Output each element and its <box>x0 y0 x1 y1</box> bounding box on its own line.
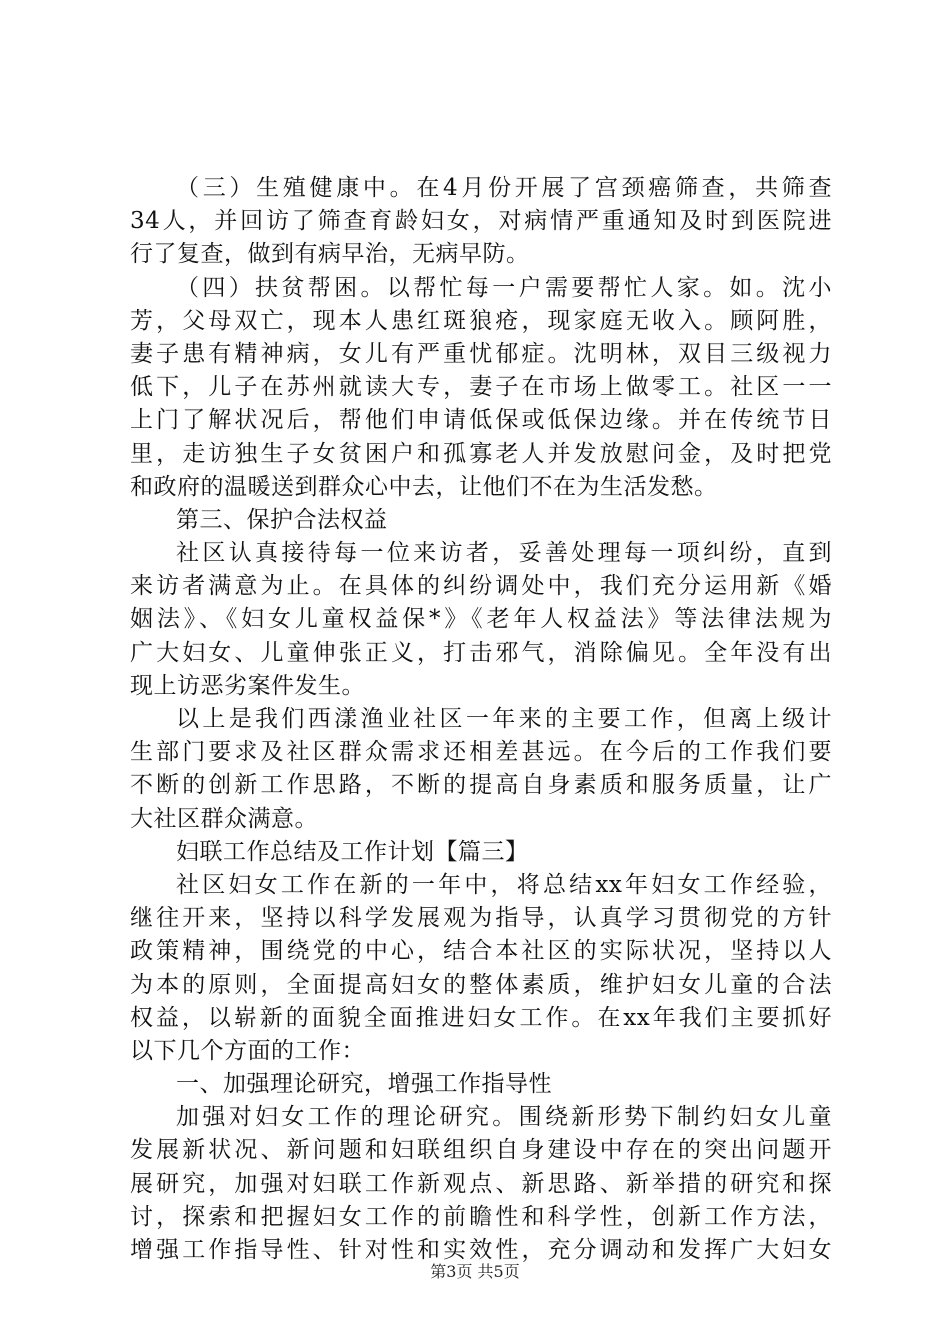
text-line: 里，走访独生子女贫困户和孤寡老人并发放慰问金，及时把党 <box>130 440 832 467</box>
text-line: 一、加强理论研究，增强工作指导性 <box>176 1071 552 1098</box>
text-line: 第三、保护合法权益 <box>176 506 388 533</box>
text-line: 妻子患有精神病，女儿有严重忧郁症。沈明林，双目三级视力 <box>130 340 832 367</box>
text-line: 继往开来，坚持以科学发展观为指导，认真学习贯彻党的方针 <box>130 905 832 932</box>
text-line: 以下几个方面的工作： <box>130 1037 365 1064</box>
text-line: 社区认真接待每一位来访者，妥善处理每一项纠纷，直到 <box>176 540 832 567</box>
text-line: 大社区群众满意。 <box>130 805 318 832</box>
text-line: 政策精神，围绕党的中心，结合本社区的实际状况，坚持以人 <box>130 938 832 965</box>
text-line: 和政府的温暖送到群众心中去，让他们不在为生活发愁。 <box>130 473 718 500</box>
text-line: 以上是我们西漾渔业社区一年来的主要工作，但离上级计 <box>176 706 832 732</box>
text-line: 现上访恶劣案件发生。 <box>130 672 365 699</box>
text-line: 社区妇女工作在新的一年中，将总结xx年妇女工作经验， <box>176 871 832 898</box>
text-line: 妇联工作总结及工作计划【篇三】 <box>176 838 529 865</box>
text-line: 行了复查，做到有病早治，无病早防。 <box>130 241 530 268</box>
text-line: 姻法》、《妇女儿童权益保*》《老年人权益法》等法律法规为 <box>130 606 832 633</box>
text-line: 为本的原则，全面提高妇女的整体素质，维护妇女儿童的合法 <box>130 971 832 998</box>
text-line: 上门了解状况后，帮他们申请低保或低保边缘。并在传统节日 <box>130 407 832 434</box>
text-line: 34人，并回访了筛查育龄妇女，对病情严重通知及时到医院进 <box>130 208 832 235</box>
text-line: 不断的创新工作思路，不断的提高自身素质和服务质量，让广 <box>130 772 832 799</box>
text-line: 权益，以崭新的面貌全面推进妇女工作。在xx年我们主要抓好 <box>130 1004 832 1031</box>
text-line: 讨，探索和把握妇女工作的前瞻性和科学性，创新工作方法， <box>130 1203 832 1230</box>
text-line: 低下，儿子在苏州就读大专，妻子在市场上做零工。社区一一 <box>130 374 832 401</box>
page-footer: 第3页 共5页 <box>430 1262 520 1281</box>
text-line: 展研究，加强对妇联工作新观点、新思路、新举措的研究和探 <box>130 1170 832 1197</box>
text-line: （三）生殖健康中。在4月份开展了宫颈癌筛查，共筛查 <box>176 175 832 201</box>
text-line: 发展新状况、新问题和妇联组织自身建设中存在的突出问题开 <box>130 1137 832 1164</box>
text-line: 增强工作指导性、针对性和实效性，充分调动和发挥广大妇女 <box>130 1237 832 1263</box>
text-line: 加强对妇女工作的理论研究。围绕新形势下制约妇女儿童 <box>176 1104 832 1131</box>
text-line: （四）扶贫帮困。以帮忙每一户需要帮忙人家。如。沈小 <box>176 274 832 301</box>
text-line: 来访者满意为止。在具体的纠纷调处中，我们充分运用新《婚 <box>130 573 832 600</box>
text-line: 芳，父母双亡，现本人患红斑狼疮，现家庭无收入。顾阿胜， <box>130 307 832 334</box>
document-body <box>130 172 832 1267</box>
text-line: 广大妇女、儿童伸张正义，打击邪气，消除偏见。全年没有出 <box>130 639 832 666</box>
text-line: 生部门要求及社区群众需求还相差甚远。在今后的工作我们要 <box>130 739 832 766</box>
